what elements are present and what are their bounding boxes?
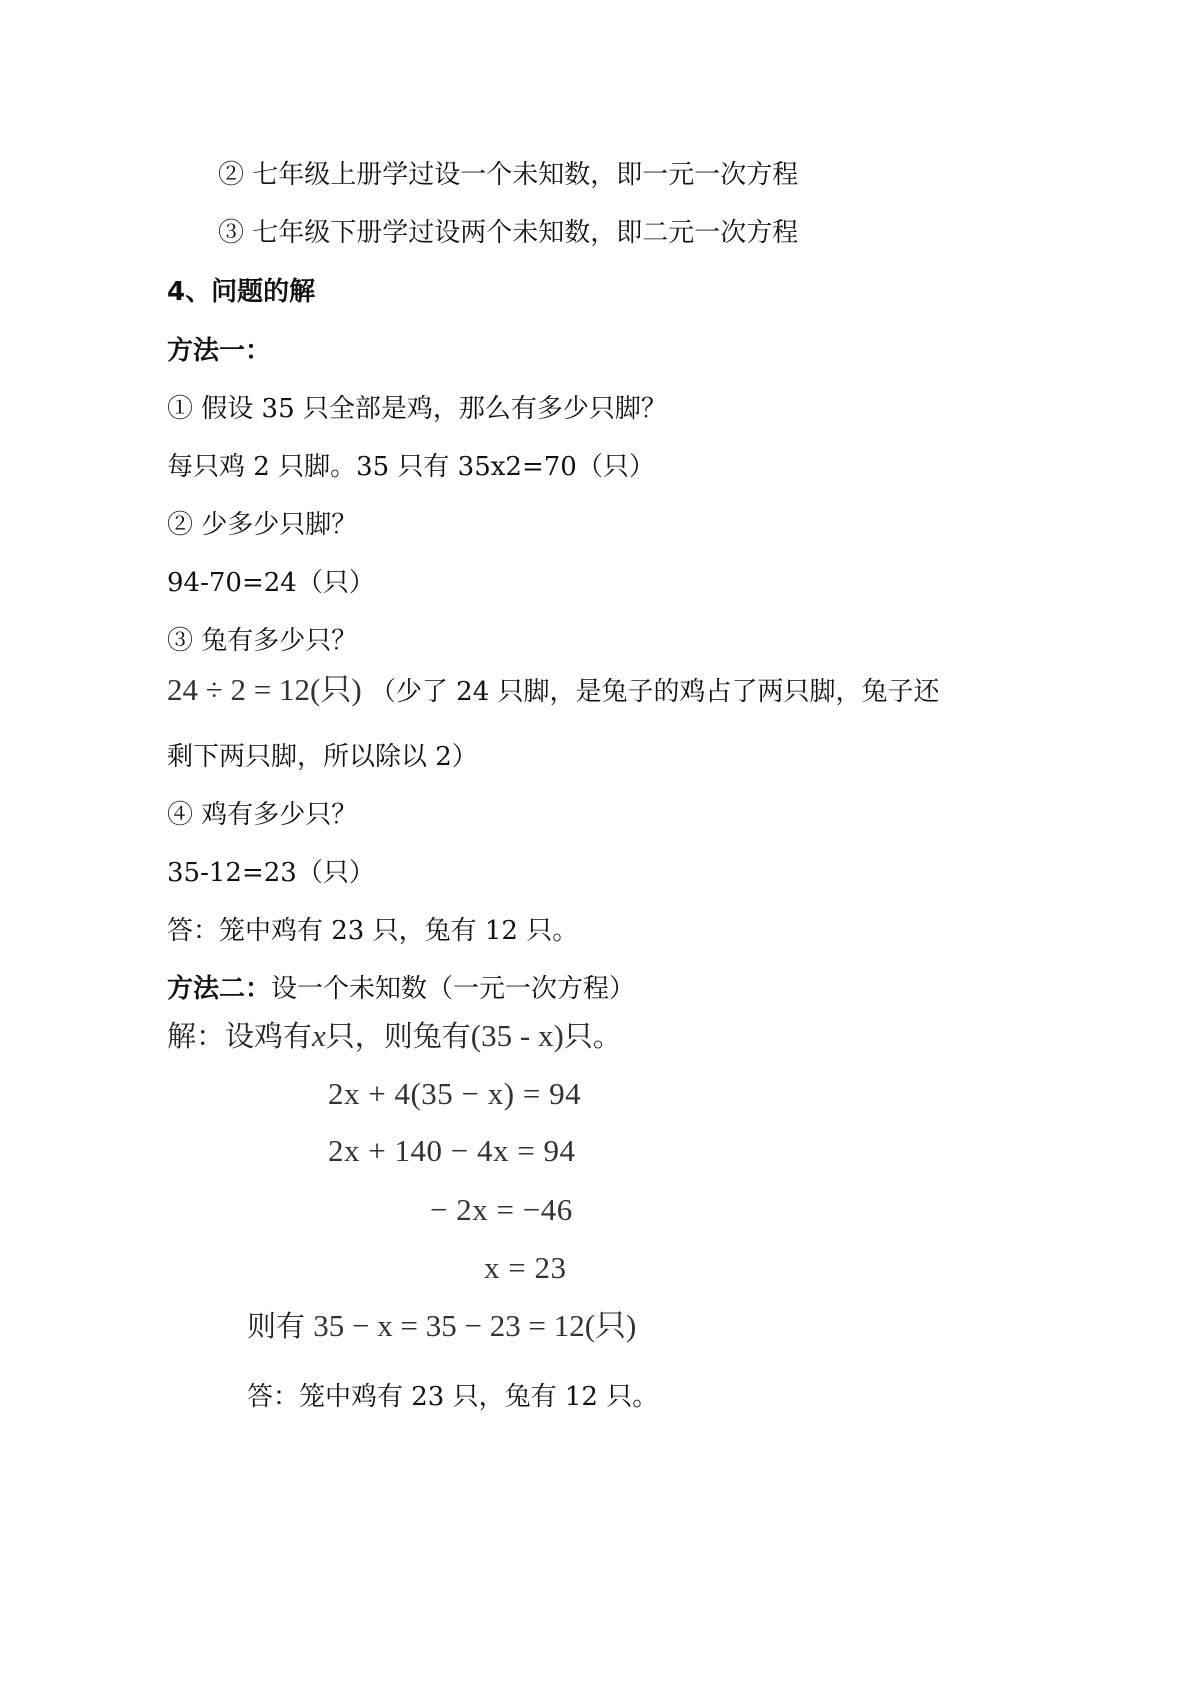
equation-line: 2x + 140 − 4x = 94 <box>328 1133 576 1168</box>
text-line: ② 七年级上册学过设一个未知数，即一元一次方程 <box>218 160 799 190</box>
text-span: 解：设鸡有 <box>167 1021 313 1053</box>
section-heading: 4、问题的解 <box>167 277 316 307</box>
text-line: 35-12=23（只） <box>167 858 375 888</box>
answer-line: 答：笼中鸡有 23 只，兔有 12 只。 <box>247 1382 659 1412</box>
text-line: ④ 鸡有多少只？ <box>167 800 358 830</box>
math-variable: x <box>312 1018 326 1053</box>
answer-line: 答：笼中鸡有 23 只，兔有 12 只。 <box>167 916 579 946</box>
math-expression: (35 - x) <box>470 1018 564 1053</box>
text-span: 则有 <box>247 1311 306 1343</box>
math-expression: 24 ÷ 2 = 12(只) <box>167 672 362 707</box>
method-heading: 方法二： <box>167 974 272 1004</box>
math-expression: 35 − x = 35 − 23 = 12(只) <box>313 1308 637 1343</box>
text-line: ② 少多少只脚？ <box>167 510 358 540</box>
equation-line: 2x + 4(35 − x) = 94 <box>328 1076 582 1111</box>
method-heading: 方法一： <box>167 336 272 366</box>
method-heading-line <box>167 971 635 1007</box>
text-span: 只，则兔有 <box>325 1021 471 1053</box>
text-line: 每只鸡 2 只脚。35 只有 35x2=70（只） <box>167 452 655 482</box>
solution-setup <box>167 1018 622 1055</box>
text-line <box>167 672 940 710</box>
conclusion-line <box>247 1308 636 1346</box>
text-line: ① 假设 35 只全部是鸡，那么有多少只脚？ <box>167 394 667 424</box>
text-line: ③ 兔有多少只？ <box>167 626 358 656</box>
equation-line: − 2x = −46 <box>430 1192 573 1227</box>
equation-line: x = 23 <box>484 1250 567 1285</box>
text-line: 剩下两只脚，所以除以 2） <box>167 742 478 772</box>
text-span: 只。 <box>563 1021 622 1053</box>
text-line: 94-70=24（只） <box>167 568 375 598</box>
text-line: ③ 七年级下册学过设两个未知数，即二元一次方程 <box>218 218 799 248</box>
text-span: （少了 24 只脚，是兔子的鸡占了两只脚，兔子还 <box>369 677 940 707</box>
text-span: 设一个未知数（一元一次方程） <box>271 974 636 1004</box>
